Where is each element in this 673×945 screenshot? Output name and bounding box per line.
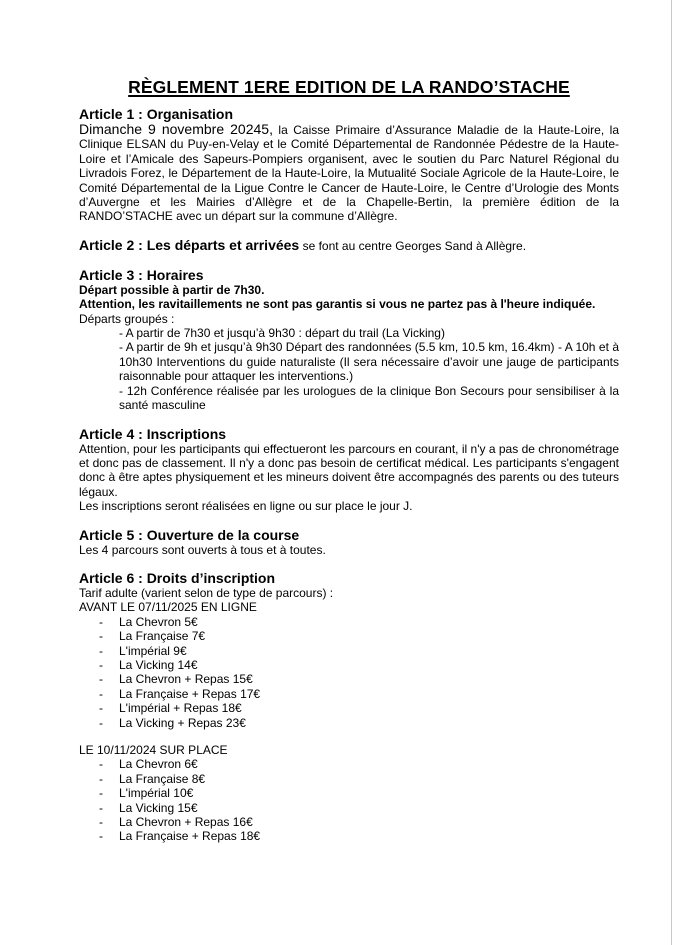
online-price-list (79, 615, 619, 730)
price-item: - L'impérial + Repas 18€ (99, 701, 242, 716)
price-item: - La Vicking 15€ (99, 800, 198, 815)
article-1-date: Dimanche 9 novembre 20245, (79, 121, 273, 137)
price-item: - La Vicking + Repas 23€ (99, 715, 246, 730)
price-item: - L'impérial 10€ (99, 786, 194, 801)
price-item: - La Vicking 14€ (99, 657, 198, 672)
article-4-body-2: Les inscriptions seront réalisées en ligne ou sur place le jour J. (79, 499, 413, 514)
article-2-text: se font au centre Georges Sand à Allègre. (299, 238, 527, 253)
article-5-body: Les 4 parcours sont ouverts à tous et à toutes. (79, 542, 326, 557)
article-1 (79, 106, 619, 224)
article-3-start-time: Départ possible à partir de 7h30. (79, 282, 265, 297)
article-5 (79, 527, 619, 557)
article-3-heading: Article 3 : Horaires (79, 266, 204, 283)
price-item: - La Française 8€ (99, 771, 206, 786)
price-item: - La Chevron 5€ (99, 614, 198, 629)
article-3-groups-label: Départs groupés : (79, 311, 175, 326)
article-5-heading: Article 5 : Ouverture de la course (79, 526, 300, 543)
article-3-item: - 12h Conférence réalisée par les urologues de la clinique Bon Secours pour sensibiliser à la santé masculine (119, 383, 619, 413)
article-1-heading: Article 1 : Organisation (79, 106, 234, 122)
online-price-label: AVANT LE 07/11/2025 EN LIGNE (79, 600, 257, 615)
tarif-label: Tarif adulte (varient selon de type de parcours) : (79, 585, 334, 600)
article-2 (79, 237, 619, 254)
article-6-heading: Article 6 : Droits d’inscription (79, 569, 276, 586)
article-1-body (79, 122, 619, 224)
article-4-heading: Article 4 : Inscriptions (79, 425, 227, 442)
article-3 (79, 267, 619, 413)
article-3-item: - A partir de 7h30 et jusqu’à 9h30 : départ du trail (La Vicking) (119, 326, 445, 341)
article-2-heading: Article 2 : Les départs et arrivées (79, 236, 300, 253)
article-4 (79, 426, 619, 514)
price-item: - L'impérial 9€ (99, 643, 187, 658)
article-2-line (79, 237, 619, 254)
article-6 (79, 570, 619, 844)
price-item: - La Chevron 6€ (99, 757, 198, 772)
article-1-text: la Caisse Primaire d’Assurance Maladie de la Haute-Loire, la Clinique ELSAN du Puy-en-Velay et le Comité Départemental de Randonnée Pédestre de la Haute-Loire et l’Amicale des Sapeurs-Pompiers organisent, avec le soutien du Parc Naturel Régional du Livradois Forez, le Département de la Haute-Loire, la Mutualité Sociale Agricole de la Haute-Loire, le Comité Départemental de la Ligue Contre le Cancer de Haute-Loire, le Centre d’Urologie des Monts d’Auvergne et les Mairies d’Allègre et de la Chapelle-Bertin, la première édition de la RANDO’STACHE avec un départ sur la commune d’Allègre. (79, 123, 619, 224)
document-title: RÈGLEMENT 1ERE EDITION DE LA RANDO’STACHE (128, 77, 570, 97)
article-4-body: Attention, pour les participants qui effectueront les parcours en courant, il n'y a pas de chronométrage et donc pas de classement. Il n'y a donc pas besoin de certificat médical. Les participants s'engagent donc à être aptes physiquement et les mineurs doivent être accompagnés des parents ou des tuteurs légaux. (79, 441, 619, 499)
article-3-warning: Attention, les ravitaillements ne sont pas garantis si vous ne partez pas à l'heure indiquée. (79, 297, 596, 312)
price-item: - La Chevron + Repas 15€ (99, 672, 253, 687)
price-item: - La Chevron + Repas 16€ (99, 815, 253, 830)
price-item: - La Française + Repas 18€ (99, 829, 261, 844)
onsite-price-list (79, 757, 619, 843)
article-3-item: - A partir de 9h et jusqu’à 9h30 Départ des randonnées (5.5 km, 10.5 km, 16.4km) - A 10h et à 10h30 Interventions du guide naturaliste (Il sera nécessaire d’avoir une jauge de participants raisonnable pour attaquer les interventions.) (119, 340, 619, 384)
page-edge-divider (671, 0, 672, 945)
document-page (79, 76, 619, 844)
price-item: - La Française + Repas 17€ (99, 686, 261, 701)
onsite-price-label: LE 10/11/2024 SUR PLACE (79, 743, 228, 757)
price-item: - La Française 7€ (99, 629, 206, 644)
